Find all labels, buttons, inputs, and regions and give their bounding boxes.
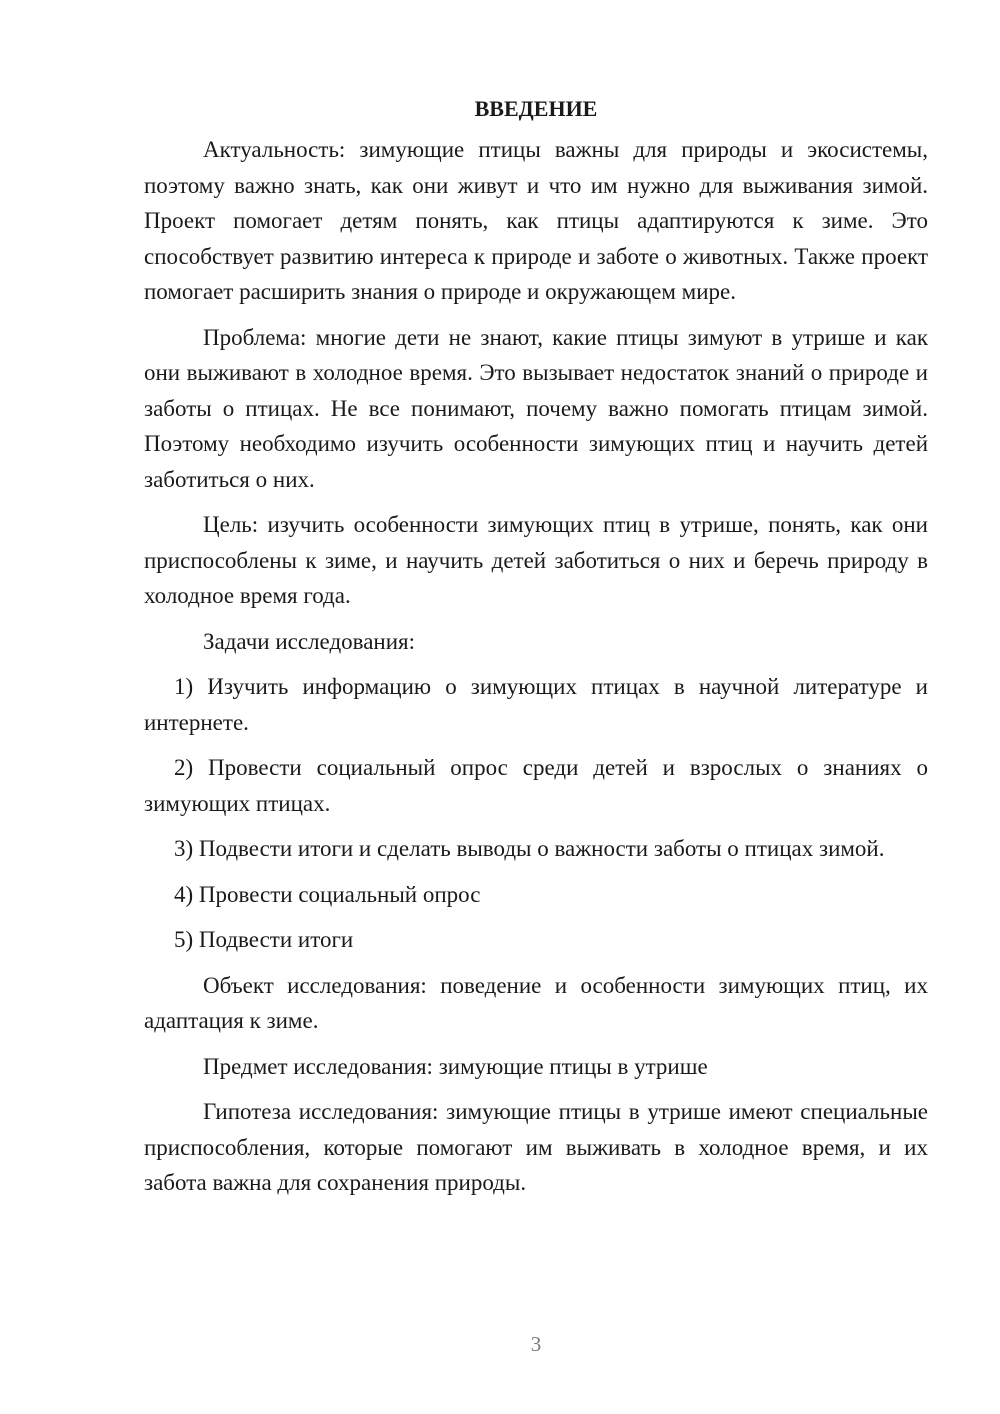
task-item-1: 1) Изучить информацию о зимующих птицах в научной литературе и интернете.: [144, 674, 928, 735]
task-item-2: 2) Провести социальный опрос среди детей и взрослых о знаниях о зимующих птицах.: [144, 755, 928, 816]
goal-paragraph: Цель: изучить особенности зимующих птиц в утрише, понять, как они приспособлены к зиме, и научить детей заботиться о них и беречь природу в холодное время года.: [144, 512, 928, 608]
task-item-5: 5) Подвести итоги: [174, 927, 354, 952]
page-number: 3: [530, 1332, 542, 1356]
subject-paragraph: Предмет исследования: зимующие птицы в утрише: [203, 1053, 708, 1079]
tasks-title: Задачи исследования:: [203, 628, 416, 654]
document-body: [144, 94, 928, 1211]
problem-paragraph: Проблема: многие дети не знают, какие птицы зимуют в утрише и как они выживают в холодное время. Это вызывает недостаток знаний о природе и заботы о птицах. Не все понимают, почему важно помогать птицам зимой. Поэтому необходимо изучить особенности зимующих птиц и научить детей заботиться о них.: [144, 324, 928, 492]
task-item-3: 3) Подвести итоги и сделать выводы о важности заботы о птицах зимой.: [174, 836, 885, 861]
object-paragraph: Объект исследования: поведение и особенности зимующих птиц, их адаптация к зиме.: [144, 972, 928, 1033]
section-heading: ВВЕДЕНИЕ: [474, 96, 598, 121]
hypothesis-paragraph: Гипотеза исследования: зимующие птицы в утрише имеют специальные приспособления, которые помогают им выживать в холодное время, и их забота важна для сохранения природы.: [144, 1099, 928, 1195]
task-item-4: 4) Провести социальный опрос: [174, 881, 481, 907]
relevance-paragraph: Актуальность: зимующие птицы важны для природы и экосистемы, поэтому важно знать, как они живут и что им нужно для выживания зимой. Проект помогает детям понять, как птицы адаптируются к зиме. Это способствует развитию интереса к природе и заботе о животных. Также проект помогает расширить знания о природе и окружающем мире.: [144, 137, 928, 304]
